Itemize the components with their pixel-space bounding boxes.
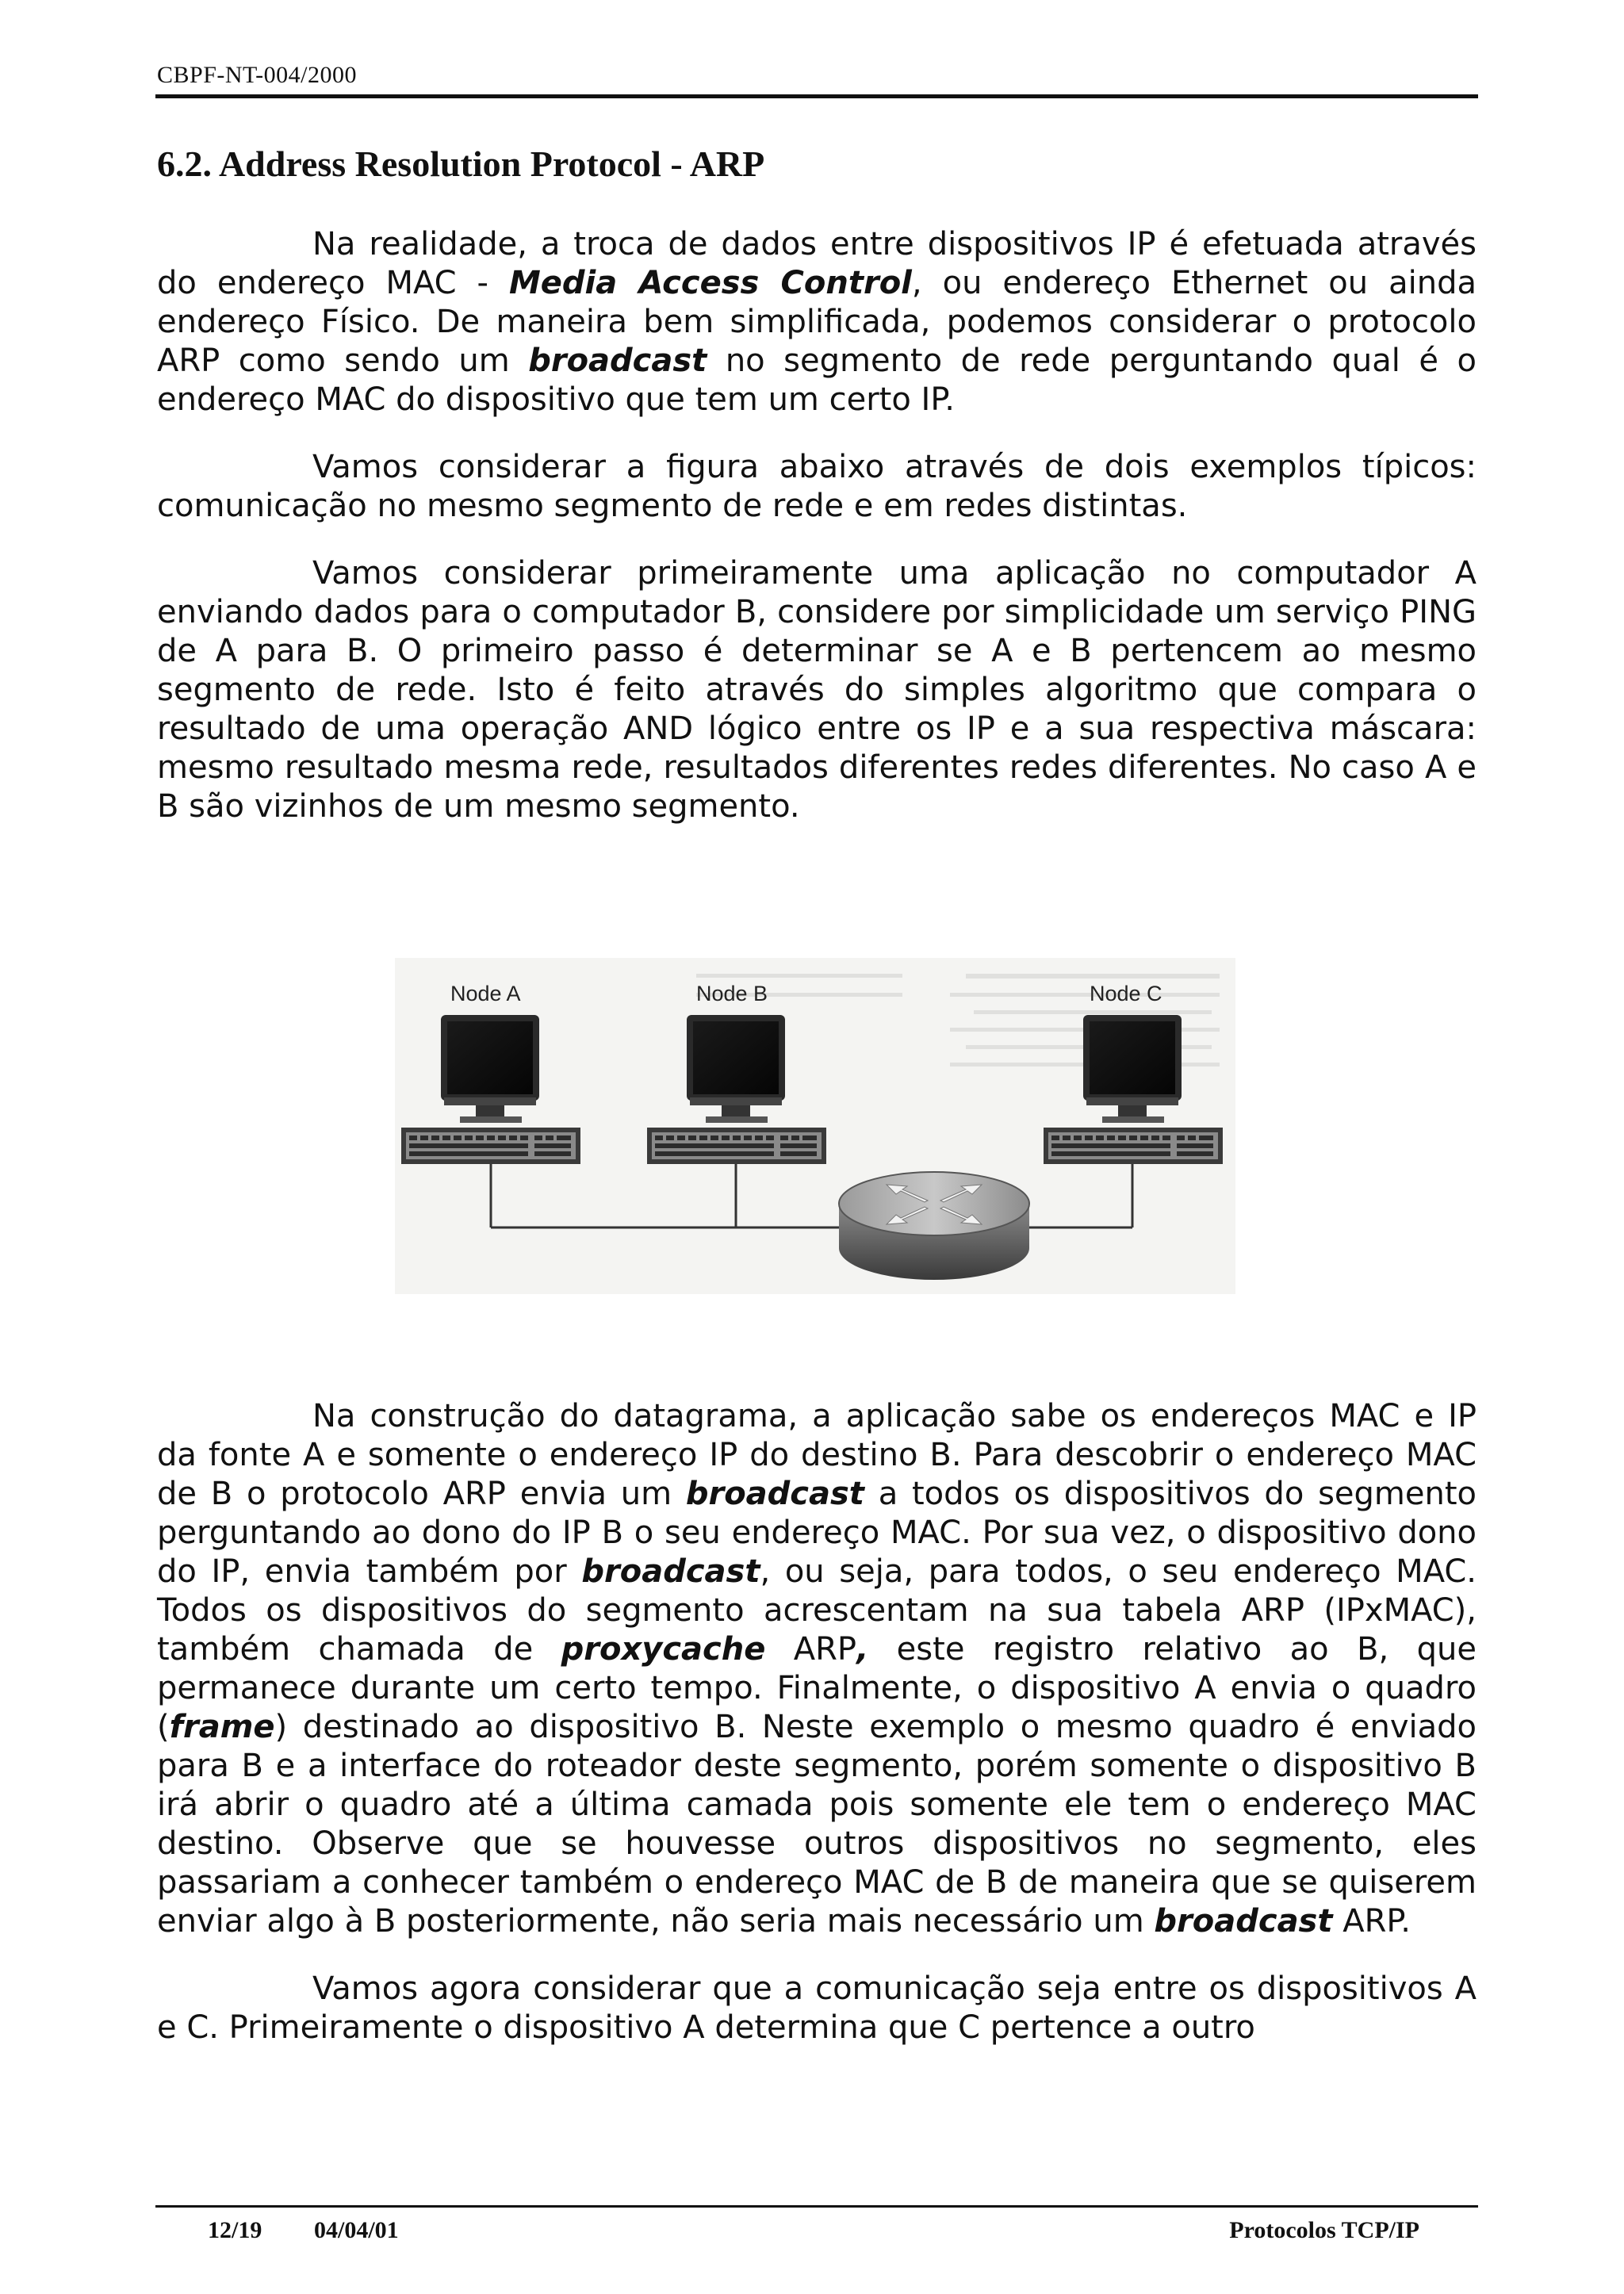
p4-emphasis-proxycache: proxycache — [561, 1631, 766, 1668]
footer-rule — [155, 2205, 1478, 2208]
node-b-label: Node B — [696, 982, 768, 1005]
paragraph-1 — [157, 225, 1477, 419]
p1-text-3: no segmento de rede perguntando qual é o endereço MAC do dispositivo que tem um certo IP. — [157, 343, 1477, 418]
document-reference: CBPF-NT-004/2000 — [157, 62, 357, 88]
figure-background — [395, 958, 1235, 1294]
p4-text-7: ARP. — [1332, 1903, 1411, 1940]
p4-emphasis-broadcast-3: broadcast — [1154, 1903, 1333, 1940]
text-block-top — [157, 225, 1477, 826]
p1-emphasis-mac: Media Access Control — [508, 265, 912, 301]
p4-text-1: Na construção do datagrama, a aplicação sabe os endereços MAC e IP da fonte A e somente o endereço IP do destino B. Para descobrir o endereço MAC de B o protocolo ARP envia um — [157, 1398, 1477, 1512]
p1-text-1: Na realidade, a troca de dados entre dispositivos IP é efetuada através do endereço MAC - — [157, 226, 1477, 301]
p1-text-2: , ou endereço Ethernet ou ainda endereço Físico. De maneira bem simplificada, podemos considerar o protocolo ARP como sendo um — [157, 265, 1477, 379]
p4-text-5: este registro relativo ao B, que permanece durante um certo tempo. Finalmente, o dispositivo A envia o quadro ( — [157, 1631, 1477, 1745]
p4-text-3: , ou seja, para todos, o seu endereço MAC. Todos os dispositivos do segmento acrescentam na sua tabela ARP (IPxMAC), também chamada de — [157, 1553, 1477, 1668]
router-icon — [839, 1172, 1029, 1280]
p4-emphasis-frame: frame — [169, 1709, 275, 1745]
p4-text-2: a todos os dispositivos do segmento perguntando ao dono do IP B o seu endereço MAC. Por sua vez, o dispositivo dono do IP, envia também por — [157, 1476, 1477, 1590]
network-figure — [395, 958, 1235, 1294]
p4-emphasis-broadcast-2: broadcast — [581, 1553, 760, 1590]
section-title: 6.2. Address Resolution Protocol - ARP — [157, 144, 765, 184]
footer-page-number: 12/19 — [208, 2217, 262, 2243]
footer-title: Protocolos TCP/IP — [1229, 2217, 1419, 2243]
footer-date: 04/04/01 — [314, 2217, 399, 2243]
paragraph-5: Vamos agora considerar que a comunicação seja entre os dispositivos A e C. Primeiramente o dispositivo A determina que C pertence a outro — [157, 1970, 1477, 2046]
p4-emphasis-broadcast-1: broadcast — [685, 1476, 864, 1512]
p1-emphasis-broadcast: broadcast — [528, 343, 707, 379]
text-block-bottom — [157, 1397, 1477, 2047]
p4-text-6: ) destinado ao dispositivo B. Neste exemplo o mesmo quadro é enviado para B e a interface do roteador deste segmento, porém somente o dispositivo B irá abrir o quadro até a última camada pois somente ele tem o endereço MAC destino. Observe que se houvesse outros dispositivos no segmento, eles passariam a conhecer também o endereço MAC de B de maneira que se quiserem enviar algo à B posteriormente, não seria mais necessário um — [157, 1709, 1477, 1940]
header-rule — [155, 94, 1478, 98]
paragraph-2: Vamos considerar a figura abaixo através de dois exemplos típicos: comunicação no mesmo segmento de rede e em redes distintas. — [157, 449, 1477, 524]
p4-emphasis-comma: , — [856, 1631, 869, 1668]
p4-text-4: ARP — [765, 1631, 857, 1668]
paragraph-4 — [157, 1397, 1477, 1941]
node-a-label: Node A — [450, 982, 521, 1005]
paragraph-3: Vamos considerar primeiramente uma aplicação no computador A enviando dados para o computador B, considere por simplicidade um serviço PING de A para B. O primeiro passo é determinar se A e B pertencem ao mesmo segmento de rede. Isto é feito através do simples algoritmo que compara o resultado de uma operação AND lógico entre os IP e a sua respectiva máscara: mesmo resultado mesma rede, resultados diferentes redes diferentes. No caso A e B são vizinhos de um mesmo segmento. — [157, 555, 1477, 825]
node-c-label: Node C — [1090, 982, 1162, 1005]
